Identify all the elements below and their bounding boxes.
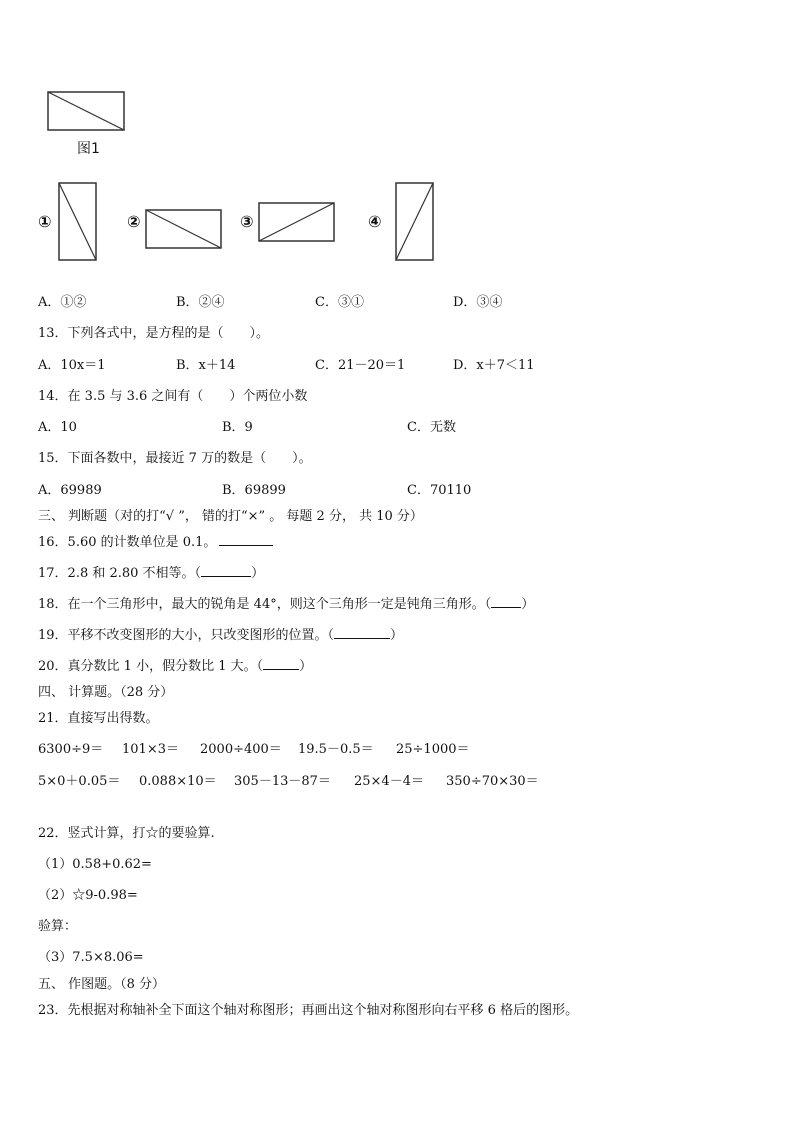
q15-option-b: B．69899 [222, 483, 286, 498]
q22-item-1: （1）0.58+0.62= [38, 857, 152, 872]
q12-option-d: D．③④ [453, 295, 503, 310]
q21-r1-item-2: 101×3＝ [122, 742, 179, 757]
q15-question: 15．下面各数中，最接近 7 万的数是（ ）。 [38, 451, 312, 466]
q17-text: 17．2.8 和 2.80 不相等。（ [38, 566, 202, 581]
option-figure-3 [258, 202, 336, 243]
q21-r2-item-2: 0.088×10＝ [139, 774, 217, 789]
q21-r2-item-5: 350÷70×30＝ [446, 774, 539, 789]
q21-r1-item-5: 25÷1000＝ [396, 742, 470, 757]
q17-answer-blank[interactable] [201, 575, 251, 577]
q13-question: 13．下列各式中，是方程的是（ ）。 [38, 326, 270, 341]
q21-question: 21．直接写出得数。 [38, 711, 159, 726]
q12-option-b: B．②④ [176, 295, 225, 310]
q12-option-c: C．③① [315, 295, 364, 310]
q22-question: 22．竖式计算，打☆的要验算. [38, 826, 215, 841]
q18-text: 18．在一个三角形中，最大的锐角是 44°，则这个三角形一定是钝角三角形。（ [38, 597, 492, 612]
section-4-title: 四、 计算题。（28 分） [38, 685, 174, 700]
q22-verify-label: 验算： [38, 919, 78, 934]
q14-option-b: B．9 [222, 420, 253, 435]
q15-option-c: C．70110 [407, 483, 472, 498]
q22-item-3: （3）7.5×8.06= [38, 950, 144, 965]
q14-option-c: C．无数 [407, 420, 456, 435]
q14-option-a: A．10 [38, 420, 77, 435]
q21-r2-item-1: 5×0＋0.05＝ [38, 774, 121, 789]
q16-answer-blank[interactable] [219, 544, 273, 546]
q18-answer-blank[interactable] [491, 606, 521, 608]
section-5-title: 五、 作图题。（8 分） [38, 977, 166, 992]
q20-answer-blank[interactable] [263, 668, 299, 670]
q20-question [38, 655, 312, 674]
option-figure-3-label: ③ [240, 212, 254, 231]
q15-option-a: A．69989 [38, 483, 102, 498]
q19-answer-blank[interactable] [334, 637, 390, 639]
option-figure-4-label: ④ [368, 212, 382, 231]
q14-question: 14．在 3.5 与 3.6 之间有（ ）个两位小数 [38, 389, 308, 404]
q21-r1-item-3: 2000÷400＝ [200, 742, 282, 757]
q13-option-b: B．x＋14 [176, 358, 236, 373]
figure-1-caption: 图1 [77, 141, 100, 157]
q20-paren-close: ） [299, 659, 313, 674]
q16-text: 16．5.60 的计数单位是 0.1。 [38, 535, 217, 550]
q17-paren-close: ） [251, 566, 265, 581]
section-3-title: 三、 判断题（对的打“√ ”， 错的打“×” 。 每题 2 分， 共 10 分） [38, 509, 423, 524]
q18-paren-close: ） [521, 597, 535, 612]
q21-r2-item-4: 25×4－4＝ [354, 774, 424, 789]
q13-option-c: C．21－20＝1 [315, 358, 406, 373]
q21-r1-item-4: 19.5－0.5＝ [298, 742, 374, 757]
q13-option-d: D．x＋7＜11 [453, 358, 535, 373]
option-figure-4 [395, 182, 435, 262]
option-figure-1 [58, 182, 98, 262]
option-figure-1-label: ① [38, 212, 52, 231]
q23-question: 23．先根据对称轴补全下面这个轴对称图形；再画出这个轴对称图形向右平移 6 格后的图形。 [38, 1003, 579, 1018]
q19-question [38, 624, 403, 643]
q19-paren-close: ） [390, 628, 404, 643]
q12-option-a: A．①② [38, 295, 87, 310]
q18-question [38, 593, 534, 612]
q19-text: 19．平移不改变图形的大小，只改变图形的位置。（ [38, 628, 335, 643]
q16-question [38, 531, 273, 550]
figure-1-rectangle [47, 91, 126, 132]
option-figure-2-label: ② [127, 212, 141, 231]
q20-text: 20．真分数比 1 小，假分数比 1 大。（ [38, 659, 264, 674]
q21-r1-item-1: 6300÷9＝ [38, 742, 104, 757]
q21-r2-item-3: 305－13－87＝ [234, 774, 331, 789]
q13-option-a: A．10x＝1 [38, 358, 106, 373]
q17-question [38, 562, 264, 581]
q22-item-2: （2）☆9-0.98= [38, 888, 138, 903]
option-figure-2 [145, 209, 223, 250]
